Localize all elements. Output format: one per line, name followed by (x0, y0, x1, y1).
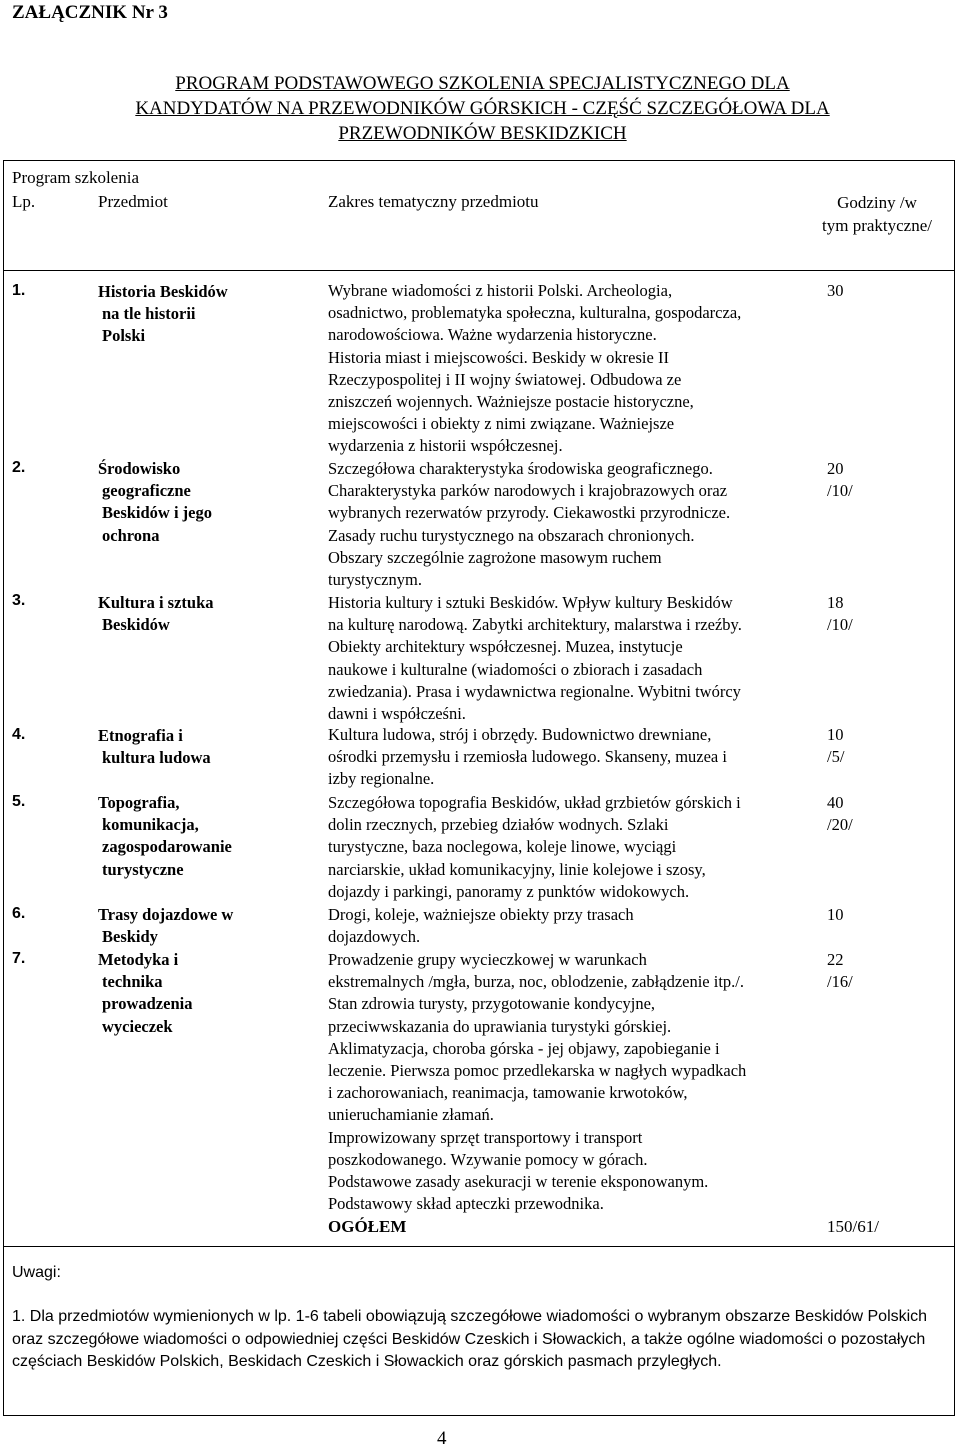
row-number: 2. (12, 459, 26, 476)
row-number: 5. (12, 793, 26, 810)
row-hours: 22 /16/ (827, 950, 853, 992)
row-scope: Szczegółowa charakterystyka środowiska geograficznego. Charakterystyka parków narodowych i krajobrazowych oraz wybranych rezerwatów przyrody. Ciekawostki przyrodnicze. Zasady ruchu turystycznego na obszarach chronionych. Obszary szczególnie zagrożone masowym ruchem turystycznym. (328, 459, 731, 590)
total-divider (3, 1246, 955, 1247)
subject-line: Metodyka i (98, 950, 179, 969)
row-subject (98, 281, 278, 348)
total-label: OGÓŁEM (328, 1217, 407, 1236)
row-scope: Wybrane wiadomości z historii Polski. Archeologia, osadnictwo, problematyka społeczna, kulturalna, gospodarcza, narodowościowa. Ważne wydarzenia historyczne. Historia miast i miejscowości. Beskidy w okresie II Rzeczypospolitej i II wojny światowej. Odbudowa ze zniszczeń wojennych. Ważniejsze postacie historyczne, miejscowości i obiekty z nimi związane. Ważniejsze wydarzenia z historii współczesnej. (328, 281, 742, 456)
row-number: 6. (12, 905, 26, 922)
header-lp: Lp. (12, 192, 36, 211)
document-title (60, 71, 905, 146)
row-hours: 30 (827, 281, 844, 300)
subject-line: Etnografia i (98, 726, 183, 745)
notes-label: Uwagi: (12, 1264, 61, 1281)
header-subject: Przedmiot (98, 192, 168, 211)
row-subject (98, 792, 278, 881)
subject-line: Trasy dojazdowe w (98, 905, 234, 924)
subject-continuation: technika prowadzenia wycieczek (102, 972, 193, 1036)
page-number: 4 (437, 1428, 447, 1449)
row-number: 1. (12, 282, 26, 299)
subject-continuation: Beskidów (102, 615, 170, 635)
row-subject (98, 592, 278, 636)
subject-line: Topografia, (98, 793, 180, 812)
header-scope: Zakres tematyczny przedmiotu (328, 192, 539, 211)
row-number: 3. (12, 592, 26, 609)
title-line: KANDYDATÓW NA PRZEWODNIKÓW GÓRSKICH - CZĘŚĆ SZCZEGÓŁOWA DLA (135, 98, 830, 119)
row-number: 4. (12, 726, 26, 743)
row-scope: Historia kultury i sztuki Beskidów. Wpływ kultury Beskidów na kulturę narodową. Zabytki architektury, malarstwa i rzeźby. Obiekty architektury współczesnej. Muzea, instytucje naukowe i kulturalne (wiadomości o zbiorach i zasadach zwiedzania). Prasa i wydawnictwa regionalne. Wybitni twórcy dawni i współcześni. (328, 593, 742, 724)
subject-continuation: Beskidy (102, 927, 158, 947)
subject-continuation: kultura ludowa (102, 748, 211, 768)
subject-line: Kultura i sztuka (98, 593, 214, 612)
total-value: 150/61/ (827, 1217, 879, 1236)
row-scope: Prowadzenie grupy wycieczkowej w warunkach ekstremalnych /mgła, burza, noc, oblodzenie, zabłądzenie itp./. Stan zdrowia turysty, przygotowanie kondycyjne, przeciwwskazania do uprawiania turystyki górskiej. Aklimatyzacja, choroba górska - jej objawy, zapobieganie i leczenie. Pierwsza pomoc przedlekarska w nagłych wypadkach i zachorowaniach, reanimacja, tamowanie krwotoków, unieruchamianie złamań. Improwizowany sprzęt transportowy i transport poszkodowanego. Wzywanie pomocy w górach. Podstawowe zasady asekuracji w terenie eksponowanym. Podstawowy skład apteczki przewodnika. (328, 950, 747, 1214)
title-line: PRZEWODNIKÓW BESKIDZKICH (338, 123, 627, 144)
row-hours: 40 /20/ (827, 793, 853, 835)
header-divider (3, 270, 955, 271)
subject-line: Historia Beskidów (98, 282, 228, 301)
row-hours: 10 /5/ (827, 725, 845, 767)
row-hours: 10 (827, 905, 844, 924)
row-scope: Szczegółowa topografia Beskidów, układ grzbietów górskich i dolin rzecznych, przebieg działów wodnych. Szlaki turystyczne, baza noclegowa, koleje linowe, wyciągi narciarskie, układ komunikacyjny, linie kolejowe i szosy, dojazdy i parkingi, panoramy z punktów widokowych. (328, 793, 741, 901)
row-hours: 18 /10/ (827, 593, 853, 635)
row-scope: Drogi, koleje, ważniejsze obiekty przy trasach dojazdowych. (328, 905, 634, 947)
row-subject (98, 904, 278, 948)
row-scope: Kultura ludowa, strój i obrzędy. Budownictwo drewniane, ośrodki przemysłu i rzemiosła ludowego. Skanseny, muzea i izby regionalne. (328, 725, 727, 789)
note-text: 1. Dla przedmiotów wymienionych w lp. 1-6 tabeli obowiązują szczegółowe wiadomości o wybranym obszarze Beskidów Polskich oraz szczegółowe wiadomości o odpowiedniej części Beskidów Czeskich i Słowackich, a także ogólne wiadomości o pozostałych częściach Beskidów Polskich, Beskidach Czeskich i Słowackich oraz górskich pasmach przyległych. (12, 1308, 928, 1370)
row-subject (98, 949, 278, 1038)
row-subject (98, 725, 278, 769)
annex-heading: ZAŁĄCZNIK Nr 3 (12, 2, 168, 23)
program-label: Program szkolenia (12, 168, 139, 187)
subject-line: Środowisko (98, 459, 181, 478)
title-line: PROGRAM PODSTAWOWEGO SZKOLENIA SPECJALISTYCZNEGO DLA (175, 73, 790, 94)
subject-continuation: geograficzne Beskidów i jego ochrona (102, 481, 213, 545)
header-hours: Godziny /w tym praktyczne/ (822, 193, 932, 235)
row-hours: 20 /10/ (827, 459, 853, 501)
subject-continuation: na tle historii Polski (102, 304, 196, 346)
row-number: 7. (12, 950, 26, 967)
row-subject (98, 458, 278, 547)
subject-continuation: komunikacja, zagospodarowanie turystyczne (102, 815, 232, 879)
